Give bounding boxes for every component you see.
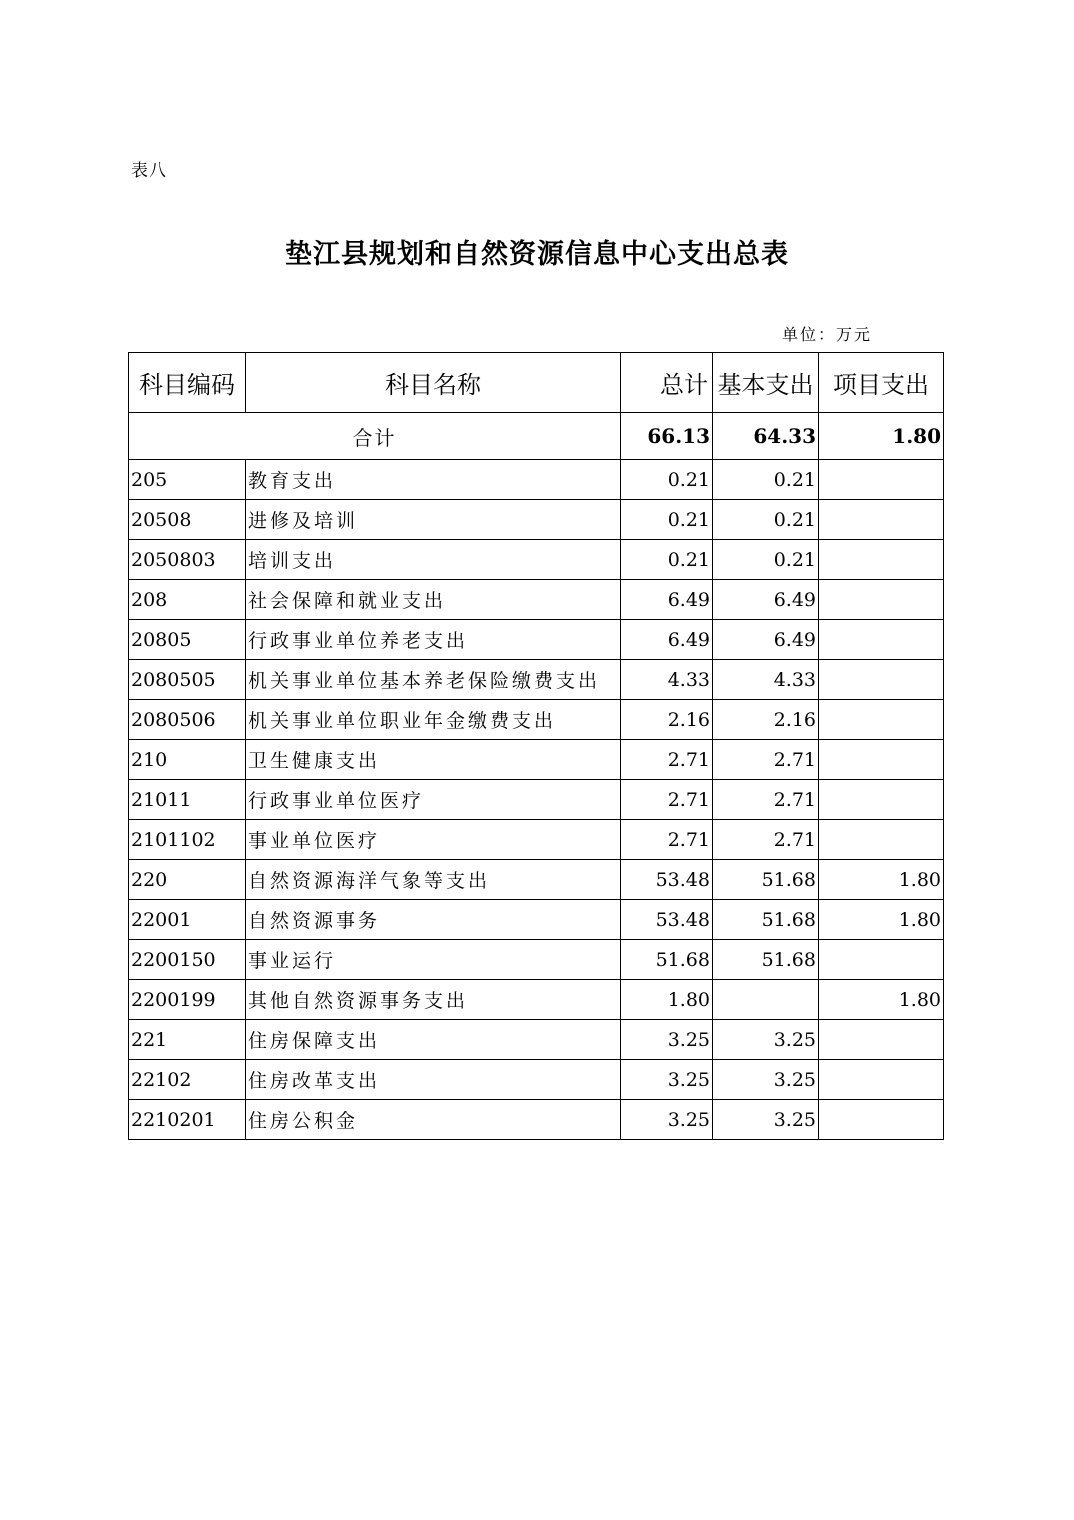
project-expenditure-cell: 1.80	[819, 860, 944, 900]
basic-expenditure-cell	[713, 980, 819, 1020]
total-basic: 64.33	[713, 413, 819, 460]
unit-label: 单位：万元	[782, 325, 873, 344]
total-cell: 3.25	[621, 1020, 713, 1060]
basic-expenditure-cell: 2.16	[713, 700, 819, 740]
subject-name-cell: 进修及培训	[246, 500, 621, 540]
subject-name-cell: 自然资源海洋气象等支出	[246, 860, 621, 900]
subject-name-cell: 事业单位医疗	[246, 820, 621, 860]
subject-name-cell: 机关事业单位职业年金缴费支出	[246, 700, 621, 740]
basic-expenditure-cell: 51.68	[713, 940, 819, 980]
project-expenditure-cell	[819, 740, 944, 780]
project-expenditure-cell	[819, 1100, 944, 1140]
subject-name-cell: 其他自然资源事务支出	[246, 980, 621, 1020]
total-cell: 2.71	[621, 820, 713, 860]
subject-code-cell: 221	[129, 1020, 246, 1060]
total-cell: 53.48	[621, 860, 713, 900]
basic-expenditure-cell: 0.21	[713, 460, 819, 500]
project-expenditure-cell	[819, 940, 944, 980]
table-row	[129, 700, 944, 740]
subject-code-cell: 22102	[129, 1060, 246, 1100]
table-row	[129, 940, 944, 980]
total-cell: 3.25	[621, 1060, 713, 1100]
total-cell: 0.21	[621, 500, 713, 540]
table-row	[129, 820, 944, 860]
table-row	[129, 1020, 944, 1060]
total-cell: 3.25	[621, 1100, 713, 1140]
subject-name-cell: 教育支出	[246, 460, 621, 500]
table-number-label: 表八	[131, 161, 167, 181]
subject-name-cell: 住房公积金	[246, 1100, 621, 1140]
subject-name-cell: 自然资源事务	[246, 900, 621, 940]
total-cell: 6.49	[621, 620, 713, 660]
subject-code-cell: 20508	[129, 500, 246, 540]
table-row	[129, 740, 944, 780]
project-expenditure-cell: 1.80	[819, 900, 944, 940]
project-expenditure-cell	[819, 700, 944, 740]
basic-expenditure-cell: 4.33	[713, 660, 819, 700]
table-row	[129, 620, 944, 660]
project-expenditure-cell	[819, 780, 944, 820]
total-cell: 1.80	[621, 980, 713, 1020]
table-row	[129, 660, 944, 700]
total-cell: 2.71	[621, 740, 713, 780]
project-expenditure-cell	[819, 660, 944, 700]
basic-expenditure-cell: 0.21	[713, 500, 819, 540]
total-project: 1.80	[819, 413, 944, 460]
basic-expenditure-cell: 6.49	[713, 580, 819, 620]
total-cell: 2.16	[621, 700, 713, 740]
project-expenditure-cell	[819, 460, 944, 500]
total-cell: 51.68	[621, 940, 713, 980]
subject-name-cell: 行政事业单位医疗	[246, 780, 621, 820]
column-header-total: 总计	[621, 353, 713, 413]
table-header-row	[129, 353, 944, 413]
total-cell: 0.21	[621, 540, 713, 580]
basic-expenditure-cell: 2.71	[713, 740, 819, 780]
subject-code-cell: 220	[129, 860, 246, 900]
project-expenditure-cell: 1.80	[819, 980, 944, 1020]
table-row	[129, 980, 944, 1020]
total-sum: 66.13	[621, 413, 713, 460]
basic-expenditure-cell: 51.68	[713, 860, 819, 900]
project-expenditure-cell	[819, 1020, 944, 1060]
table-row	[129, 460, 944, 500]
project-expenditure-cell	[819, 1060, 944, 1100]
subject-code-cell: 210	[129, 740, 246, 780]
table-row	[129, 1100, 944, 1140]
basic-expenditure-cell: 3.25	[713, 1100, 819, 1140]
subject-code-cell: 2080506	[129, 700, 246, 740]
total-cell: 53.48	[621, 900, 713, 940]
subject-code-cell: 205	[129, 460, 246, 500]
subject-name-cell: 事业运行	[246, 940, 621, 980]
subject-name-cell: 行政事业单位养老支出	[246, 620, 621, 660]
column-header-code: 科目编码	[129, 353, 246, 413]
column-header-name: 科目名称	[246, 353, 621, 413]
basic-expenditure-cell: 51.68	[713, 900, 819, 940]
project-expenditure-cell	[819, 500, 944, 540]
column-header-basic: 基本支出	[713, 353, 819, 413]
project-expenditure-cell	[819, 540, 944, 580]
basic-expenditure-cell: 2.71	[713, 820, 819, 860]
table-row	[129, 900, 944, 940]
subject-name-cell: 卫生健康支出	[246, 740, 621, 780]
basic-expenditure-cell: 6.49	[713, 620, 819, 660]
total-cell: 4.33	[621, 660, 713, 700]
table-row	[129, 780, 944, 820]
table-row	[129, 860, 944, 900]
total-cell: 0.21	[621, 460, 713, 500]
total-row	[129, 413, 944, 460]
project-expenditure-cell	[819, 820, 944, 860]
basic-expenditure-cell: 3.25	[713, 1060, 819, 1100]
subject-name-cell: 机关事业单位基本养老保险缴费支出	[246, 660, 621, 700]
total-cell: 6.49	[621, 580, 713, 620]
subject-code-cell: 2200199	[129, 980, 246, 1020]
subject-name-cell: 住房改革支出	[246, 1060, 621, 1100]
table-row	[129, 500, 944, 540]
table-row	[129, 580, 944, 620]
column-header-project: 项目支出	[819, 353, 944, 413]
subject-name-cell: 住房保障支出	[246, 1020, 621, 1060]
subject-code-cell: 20805	[129, 620, 246, 660]
subject-code-cell: 2080505	[129, 660, 246, 700]
project-expenditure-cell	[819, 580, 944, 620]
table-row	[129, 540, 944, 580]
subject-code-cell: 2101102	[129, 820, 246, 860]
basic-expenditure-cell: 3.25	[713, 1020, 819, 1060]
subject-code-cell: 2210201	[129, 1100, 246, 1140]
basic-expenditure-cell: 2.71	[713, 780, 819, 820]
subject-code-cell: 22001	[129, 900, 246, 940]
table-row	[129, 1060, 944, 1100]
basic-expenditure-cell: 0.21	[713, 540, 819, 580]
total-label: 合计	[129, 413, 621, 460]
subject-name-cell: 社会保障和就业支出	[246, 580, 621, 620]
subject-code-cell: 21011	[129, 780, 246, 820]
project-expenditure-cell	[819, 620, 944, 660]
subject-code-cell: 208	[129, 580, 246, 620]
subject-code-cell: 2200150	[129, 940, 246, 980]
document-title: 垫江县规划和自然资源信息中心支出总表	[285, 239, 789, 270]
subject-code-cell: 2050803	[129, 540, 246, 580]
total-cell: 2.71	[621, 780, 713, 820]
subject-name-cell: 培训支出	[246, 540, 621, 580]
expenditure-table	[128, 352, 944, 1140]
